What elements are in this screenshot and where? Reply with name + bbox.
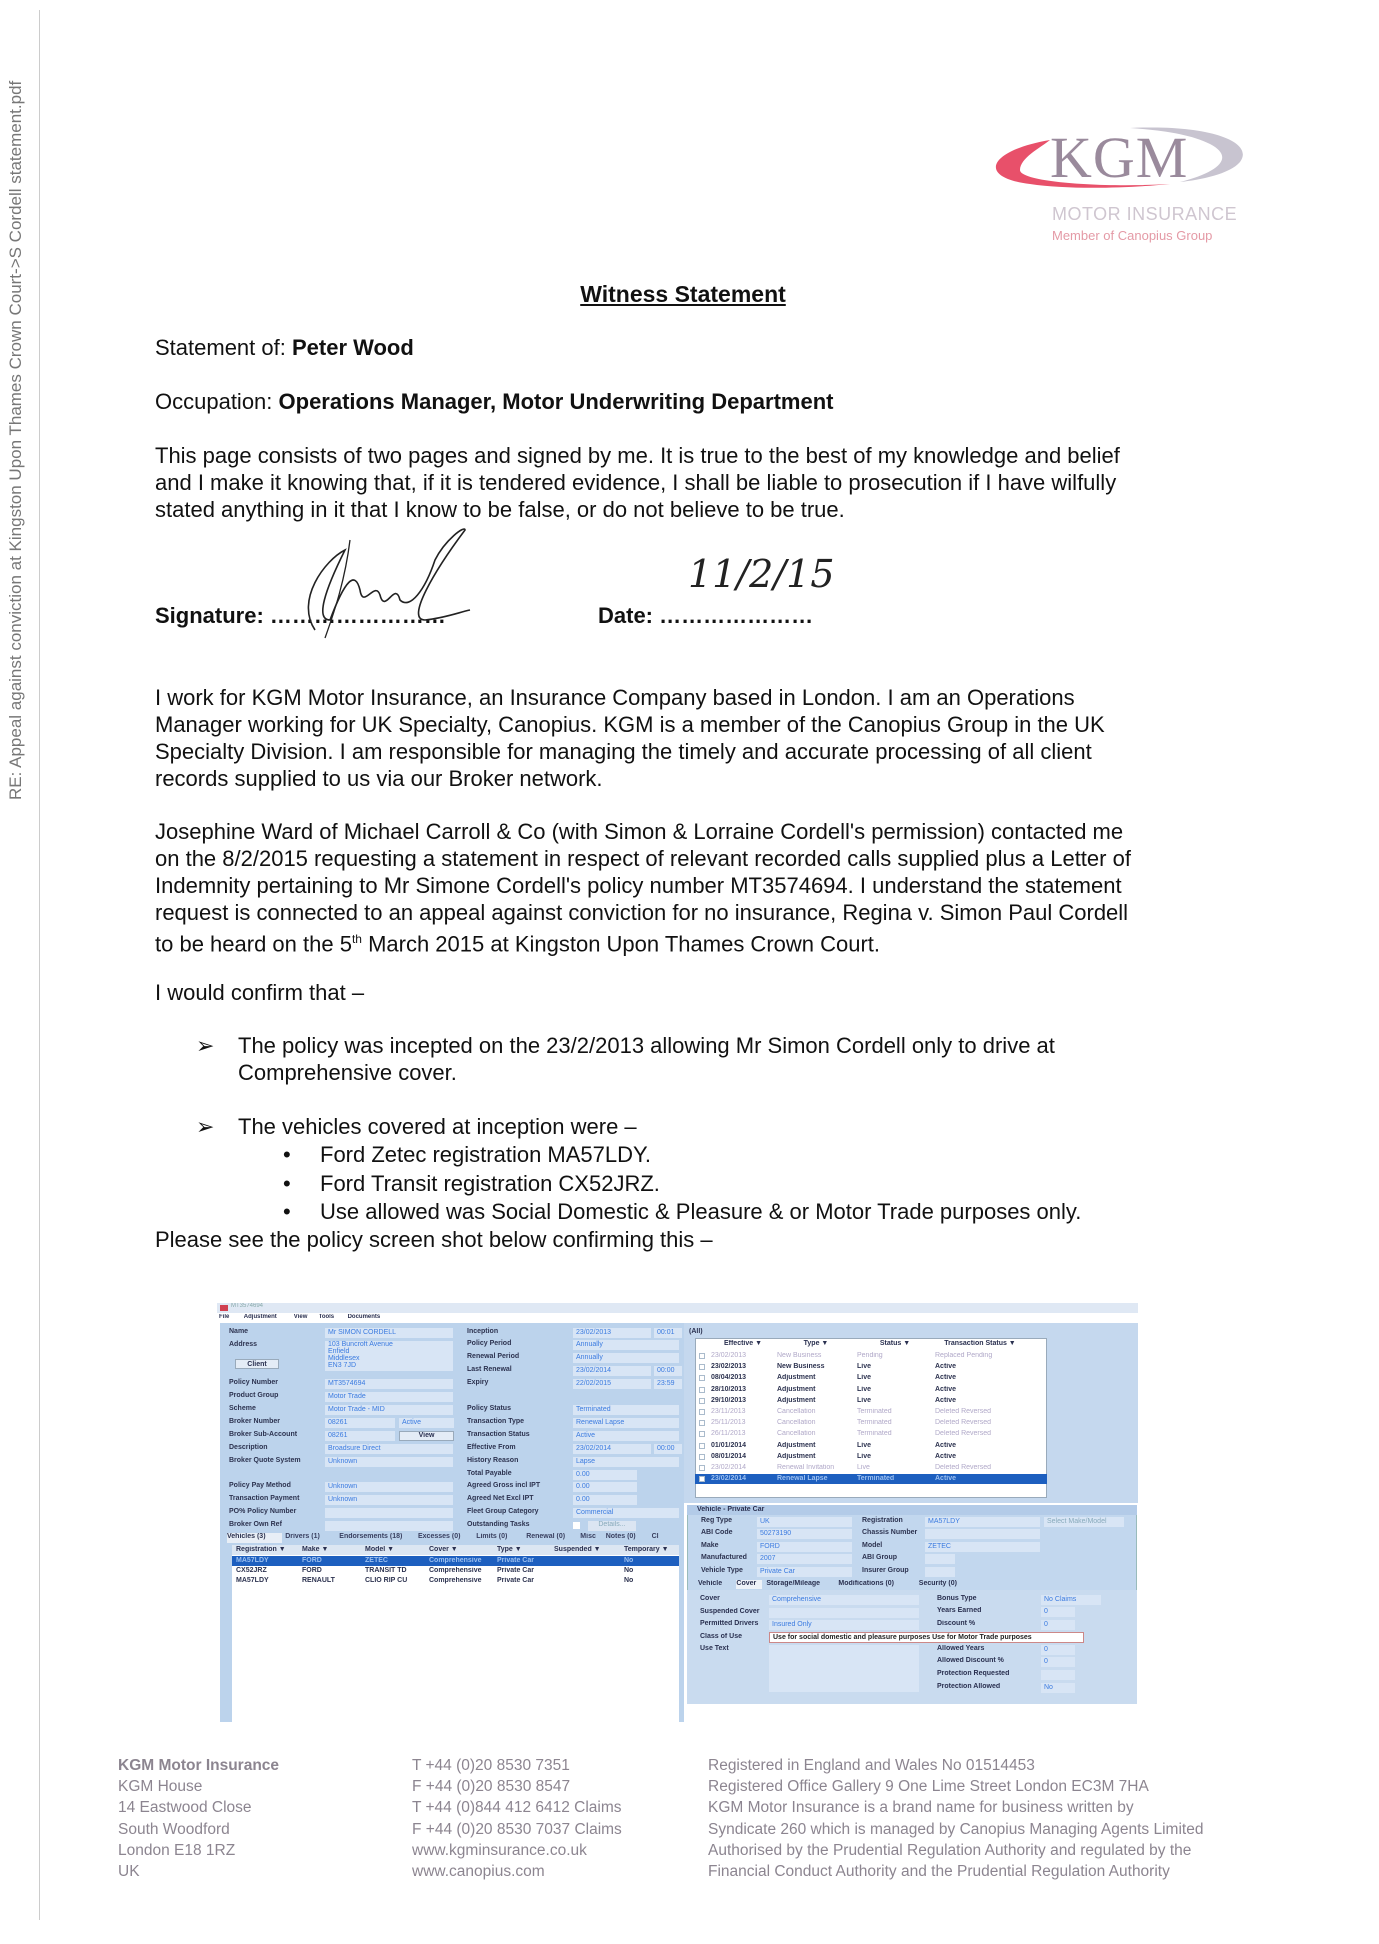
field-label: Description (229, 1444, 268, 1451)
line: Comprehensive cover. (238, 1060, 457, 1085)
line: KGM Motor Insurance is a brand name for business written by (708, 1799, 1134, 1817)
column-header[interactable]: Model ▼ (365, 1546, 395, 1553)
vehicle-tab[interactable]: Storage/Mileage (766, 1580, 821, 1587)
field-label: ABI Group (862, 1554, 897, 1562)
row-checkbox[interactable] (699, 1375, 705, 1381)
table-cell: Deleted Reversed (935, 1430, 992, 1438)
line: London E18 1RZ (118, 1841, 236, 1859)
table-cell: Private Car (497, 1577, 534, 1584)
label: Occupation: (155, 389, 279, 414)
field-last-renewal[interactable]: 23/02/2014 (573, 1366, 651, 1376)
field-label: Allowed Discount % (937, 1657, 1004, 1664)
table-cell: Replaced Pending (935, 1352, 993, 1359)
row-checkbox[interactable] (699, 1409, 705, 1415)
field-inception[interactable]: 23/02/2013 (573, 1328, 651, 1338)
table-cell: Adjustment (777, 1396, 816, 1404)
text: March 2015 at Kingston Upon Thames Crown Court. (361, 931, 881, 957)
table-cell: Comprehensive (429, 1567, 482, 1574)
field-label: Use Text (700, 1645, 729, 1653)
table-cell: CLIO RIP CU (365, 1577, 408, 1584)
screenshot-intro: Please see the policy screen shot below confirming this – (155, 1227, 713, 1252)
table-cell: Deleted Reversed (935, 1419, 992, 1427)
field-label: Cover (700, 1595, 720, 1602)
policy-screenshot (217, 1303, 1138, 1722)
dot-bullet-icon: • (283, 1199, 291, 1224)
table-cell: Terminated (857, 1430, 892, 1438)
field-policy-status[interactable]: Terminated (573, 1405, 679, 1415)
tab-excesses-[interactable]: Excesses (0) (418, 1533, 461, 1540)
table-cell: FORD (302, 1567, 322, 1574)
field-total-payable[interactable]: 0.00 (573, 1470, 637, 1480)
bullet-vehicles: The vehicles covered at inception were – (238, 1114, 637, 1139)
table-cell: Live (857, 1396, 872, 1404)
tab-cl[interactable]: Cl (651, 1533, 659, 1540)
vehicle-field[interactable] (925, 1529, 1040, 1539)
table-cell: 23/02/2013 (711, 1363, 747, 1371)
footer-address (118, 1755, 279, 1882)
field-name[interactable]: Mr SIMON CORDELL (325, 1328, 453, 1338)
field-label: History Reason (467, 1457, 519, 1464)
cover-field[interactable]: No (1041, 1683, 1075, 1693)
field-label: Transaction Status (467, 1431, 530, 1438)
line: Financial Conduct Authority and the Prudential Regulation Authority (708, 1863, 1170, 1881)
cover-field[interactable]: 0 (1041, 1657, 1075, 1667)
line: Indemnity pertaining to Mr Simone Cordell's policy number MT3574694. I understand the statement (155, 873, 1122, 898)
field-label: Agreed Gross incl IPT (467, 1482, 541, 1489)
field-scheme[interactable]: Motor Trade - MID (325, 1405, 453, 1415)
cover-field[interactable]: 0 (1041, 1607, 1075, 1617)
time-field[interactable]: 00:00 (654, 1444, 682, 1454)
dot-bullet-icon: • (283, 1142, 291, 1167)
declaration (155, 442, 1120, 523)
line: Specialty Division. I am responsible for managing the timely and accurate processing of all client (155, 739, 1092, 764)
field-label: Policy Status (467, 1405, 511, 1412)
field-label: Address (229, 1341, 258, 1348)
line: and I make it knowing that, if it is tendered evidence, I shall be liable to prosecution if I have wilfully (155, 470, 1117, 495)
line: Syndicate 260 which is managed by Canopius Managing Agents Limited (708, 1820, 1204, 1838)
line: Registered in England and Wales No 01514453 (708, 1757, 1035, 1774)
column-header[interactable]: Temporary ▼ (624, 1546, 669, 1553)
line: request is connected to an appeal against conviction for no insurance, Regina v. Simon Paul Cordell (155, 900, 1129, 925)
field-renewal-period[interactable]: Annually (573, 1353, 679, 1363)
field-fleet-group-category[interactable]: Commercial (573, 1508, 679, 1518)
field-label: Effective From (467, 1444, 516, 1451)
line: 14 Eastwood Close (118, 1799, 252, 1817)
footer-legal (708, 1755, 1203, 1882)
menu-item[interactable]: Tools (318, 1314, 335, 1320)
table-cell: 23/02/2014 (711, 1475, 747, 1483)
table-cell: Adjustment (777, 1385, 816, 1393)
field-broker-sub-account[interactable]: 08261 (325, 1431, 395, 1441)
column-header[interactable]: Registration ▼ (236, 1546, 286, 1553)
table-cell: New Business (777, 1363, 825, 1371)
paragraph-employment (155, 684, 1105, 792)
row-checkbox[interactable] (699, 1364, 705, 1370)
column-header[interactable]: Effective ▼ (723, 1340, 763, 1347)
field-label: Fleet Group Category (467, 1508, 539, 1515)
logo-member: Member of Canopius Group (1052, 228, 1213, 243)
field-label: Broker Quote System (229, 1457, 301, 1464)
table-cell: 08/04/2013 (711, 1374, 747, 1382)
field-label: Protection Requested (937, 1670, 1010, 1677)
title-bar (217, 1303, 1138, 1313)
column-header[interactable]: Type ▼ (497, 1546, 522, 1553)
witness-name: Peter Wood (291, 335, 414, 360)
field-label: Make (701, 1541, 719, 1549)
row-checkbox[interactable] (699, 1454, 705, 1460)
table-cell: 23/02/2014 (711, 1464, 747, 1471)
tab-vehicles-[interactable]: Vehicles (3) (227, 1533, 282, 1543)
field-label: Transaction Payment (229, 1495, 300, 1502)
table-cell (554, 1557, 608, 1566)
tab-limits-[interactable]: Limits (0) (476, 1533, 508, 1540)
cover-field[interactable]: Comprehensive (769, 1595, 919, 1605)
dot-bullet-icon: • (283, 1171, 291, 1196)
line: UK (118, 1863, 140, 1881)
sub-bullet: Ford Zetec registration MA57LDY. (320, 1142, 651, 1167)
time-field[interactable]: 00:00 (654, 1366, 682, 1376)
claims-phone: T +44 (0)844 412 6412 Claims (412, 1799, 622, 1817)
window-title: MT3574694 (231, 1303, 264, 1309)
table-cell: No (624, 1567, 634, 1574)
select-make-model[interactable]: Select Make/Model (1044, 1517, 1124, 1527)
column-header[interactable]: Suspended ▼ (554, 1546, 601, 1553)
field-label: Bonus Type (937, 1595, 977, 1602)
field-policy-period[interactable]: Annually (573, 1340, 679, 1350)
field-label: Discount % (937, 1620, 976, 1627)
field-label: Outstanding Tasks (467, 1521, 530, 1528)
field-label: Suspended Cover (700, 1607, 760, 1615)
field-label: ABI Code (701, 1529, 733, 1537)
tab-renewal-[interactable]: Renewal (0) (526, 1533, 566, 1540)
field-label: Total Payable (467, 1470, 512, 1477)
line: Manager working for UK Specialty, Canopius. KGM is a member of the Canopius Group in the UK (155, 712, 1105, 737)
line: This page consists of two pages and signed by me. It is true to the best of my knowledge and belief (155, 443, 1120, 468)
class-of-use-field[interactable]: Use for social domestic and pleasure purposes Use for Motor Trade purposes (769, 1632, 1084, 1643)
table-cell: 28/10/2013 (711, 1385, 747, 1393)
line: South Woodford (118, 1820, 230, 1838)
row-checkbox[interactable] (699, 1398, 705, 1404)
superscript: th (351, 932, 362, 946)
line: KGM House (118, 1778, 203, 1796)
table-cell: Active (935, 1452, 957, 1460)
field-policy-pay-method[interactable]: Unknown (325, 1482, 453, 1492)
dots: …………………… (269, 603, 446, 628)
menu-item[interactable]: View (293, 1314, 308, 1320)
menu-item[interactable]: Adjustment (243, 1314, 277, 1320)
arrow-bullet-icon: ➢ (196, 1114, 215, 1139)
line (155, 926, 1131, 957)
table-cell: Cancellation (777, 1408, 816, 1415)
table-cell: Deleted Reversed (935, 1408, 992, 1415)
table-cell: Adjustment (777, 1374, 816, 1382)
vehicle-title: Vehicle - Private Car (697, 1506, 765, 1513)
vehicle-field[interactable]: UK (757, 1517, 852, 1527)
label: Statement of: (155, 335, 292, 360)
table-cell: Private Car (497, 1557, 534, 1564)
vehicle-tab[interactable]: Modifications (0) (838, 1580, 895, 1587)
table-cell: MA57LDY (236, 1557, 269, 1564)
vehicle-field[interactable]: 2007 (757, 1554, 852, 1564)
tab-misc[interactable]: Misc (580, 1533, 596, 1540)
field-label: PO% Policy Number (229, 1508, 297, 1515)
field-label: Policy Pay Method (229, 1482, 291, 1489)
tab-drivers-[interactable]: Drivers (1) (285, 1533, 320, 1540)
field-label: Protection Allowed (937, 1683, 1001, 1690)
field-label: Reg Type (701, 1517, 732, 1524)
field-label: Agreed Net Excl IPT (467, 1495, 534, 1502)
table-cell: Terminated (857, 1475, 895, 1483)
field-label: Years Earned (937, 1607, 982, 1614)
occupation (155, 388, 833, 415)
table-cell: 23/02/2013 (711, 1352, 747, 1359)
paragraph-request (155, 818, 1131, 957)
table-cell: New Business (777, 1352, 822, 1359)
cover-field[interactable]: 0 (1041, 1645, 1075, 1655)
menu-item[interactable]: Documents (347, 1314, 381, 1320)
table-cell: ZETEC (365, 1557, 388, 1564)
field-label: Manufactured (701, 1554, 747, 1562)
table-cell: Renewal Invitation (777, 1464, 835, 1471)
table-cell: FORD (302, 1557, 322, 1564)
field-label: Policy Number (229, 1379, 279, 1386)
footer-contact (412, 1755, 622, 1882)
cover-field[interactable]: 0 (1041, 1620, 1075, 1630)
table-cell: MA57LDY (236, 1577, 269, 1584)
statement-of (155, 334, 414, 361)
field-label: Chassis Number (862, 1529, 918, 1537)
use-text-area[interactable] (769, 1645, 919, 1692)
label: Signature: (155, 603, 270, 628)
line: on the 8/2/2015 requesting a statement in respect of relevant recorded calls supplied plus a Letter of (155, 846, 1131, 871)
field-label: Broker Own Ref (229, 1521, 282, 1528)
column-header[interactable]: Status ▼ (879, 1340, 911, 1347)
outstanding-checkbox[interactable] (573, 1522, 580, 1529)
tab-endorsements-[interactable]: Endorsements (18) (339, 1533, 403, 1540)
table-cell: Comprehensive (429, 1557, 482, 1564)
company-name: KGM Motor Insurance (118, 1757, 280, 1774)
cover-field[interactable]: No Claims (1041, 1595, 1101, 1605)
table-cell: Active (935, 1396, 957, 1404)
cover-field[interactable] (1041, 1670, 1075, 1680)
table-cell: 08/01/2014 (711, 1452, 747, 1460)
confirm-intro: I would confirm that – (155, 980, 365, 1005)
handwritten-signature (285, 520, 485, 640)
table-cell: Pending (857, 1352, 883, 1359)
field-description[interactable]: Broadsure Direct (325, 1444, 453, 1454)
field-label: Permitted Drivers (700, 1620, 759, 1628)
claims-fax: F +44 (0)20 8530 7037 Claims (412, 1820, 622, 1838)
sub-bullet: Ford Transit registration CX52JRZ. (320, 1171, 660, 1196)
field-label: Product Group (229, 1392, 279, 1399)
row-checkbox[interactable] (699, 1465, 705, 1471)
text: to be heard on the 5 (155, 931, 352, 957)
label: Date: (598, 603, 660, 628)
file-path-note: RE: Appeal against conviction at Kingston Upon Thames Crown Court->S Cordell statement.pdf (6, 80, 25, 800)
table-cell: Adjustment (777, 1452, 816, 1460)
table-cell: 23/11/2013 (711, 1408, 746, 1415)
table-cell: Cancellation (777, 1419, 816, 1427)
row-checkbox[interactable] (699, 1443, 705, 1449)
phone: T +44 (0)20 8530 7351 (412, 1757, 570, 1774)
vehicle-field[interactable]: MA57LDY (925, 1517, 1040, 1527)
vehicle-field[interactable]: ZETEC (925, 1542, 1040, 1552)
field-history-reason[interactable]: Lapse (573, 1457, 679, 1467)
table-cell: Adjustment (777, 1441, 816, 1449)
fax: F +44 (0)20 8530 8547 (412, 1778, 571, 1796)
dots: ………………… (659, 603, 814, 628)
field-transaction-status[interactable]: Active (573, 1431, 679, 1441)
table-cell: Active (935, 1374, 957, 1382)
website-link[interactable]: www.canopius.com (412, 1863, 545, 1881)
field-label: Allowed Years (937, 1645, 985, 1652)
column-header[interactable]: Type ▼ (803, 1340, 829, 1347)
table-cell: Renewal Lapse (777, 1475, 828, 1483)
table-cell: Live (857, 1385, 872, 1393)
field-policy-number[interactable]: MT3574694 (325, 1379, 453, 1389)
vehicle-tab[interactable]: Security (0) (918, 1580, 957, 1587)
line: Registered Office Gallery 9 One Lime Street London EC3M 7HA (708, 1778, 1149, 1796)
field-label: Broker Number (229, 1418, 280, 1425)
table-cell: 29/10/2013 (711, 1396, 747, 1404)
tab-notes-[interactable]: Notes (0) (605, 1533, 636, 1540)
table-cell (554, 1577, 608, 1586)
field-label: Broker Sub-Account (229, 1431, 298, 1438)
row-checkbox[interactable] (699, 1431, 705, 1437)
table-cell: Active (935, 1441, 957, 1449)
field-label: Inception (467, 1328, 499, 1335)
vehicle-field[interactable]: 50273190 (757, 1529, 852, 1539)
date-line (598, 602, 813, 629)
table-cell: RENAULT (302, 1577, 335, 1584)
table-cell: Active (935, 1385, 957, 1393)
row-checkbox[interactable] (699, 1476, 705, 1482)
table-cell: Terminated (857, 1419, 892, 1427)
details-button[interactable]: Details... (588, 1521, 636, 1531)
vehicle-field[interactable] (925, 1554, 955, 1564)
table-cell: CX52JRZ (236, 1567, 267, 1574)
table-cell: Active (935, 1363, 957, 1371)
line: Josephine Ward of Michael Carroll & Co (with Simon & Lorraine Cordell's permission) contacted me (155, 819, 1124, 844)
kgm-logo (980, 122, 1250, 252)
field-label: Last Renewal (467, 1366, 512, 1373)
vehicle-tab[interactable]: Cover (736, 1580, 762, 1589)
column-header[interactable]: Cover ▼ (429, 1546, 458, 1553)
broker-status: Active (399, 1418, 454, 1428)
field-label: Class of Use (700, 1632, 743, 1640)
table-cell: Live (857, 1363, 872, 1371)
row-checkbox[interactable] (699, 1387, 705, 1393)
bullet-inception (238, 1032, 1055, 1086)
line: Authorised by the Prudential Regulation Authority and regulated by the (708, 1841, 1192, 1859)
field-broker-number[interactable]: 08261 (325, 1418, 395, 1428)
field-effective-from[interactable]: 23/02/2014 (573, 1444, 651, 1454)
table-cell: Active (935, 1475, 957, 1483)
table-cell: 01/01/2014 (711, 1441, 747, 1449)
field-label: Expiry (467, 1379, 489, 1386)
menu-item[interactable]: File (219, 1314, 230, 1320)
line: I work for KGM Motor Insurance, an Insurance Company based in London. I am an Operations (155, 685, 1075, 710)
table-cell: 25/11/2013 (711, 1419, 746, 1427)
time-field[interactable]: 23:59 (654, 1379, 682, 1389)
vehicle-field[interactable]: FORD (757, 1542, 852, 1552)
table-cell: Private Car (497, 1567, 534, 1574)
vehicle-field[interactable]: Private Car (757, 1567, 852, 1577)
table-cell: Live (857, 1441, 872, 1449)
field-agreed-gross-incl-ipt[interactable]: 0.00 (573, 1482, 637, 1492)
table-cell: TRANSIT TD (365, 1567, 407, 1574)
field-expiry[interactable]: 22/02/2015 (573, 1379, 651, 1389)
cover-field[interactable] (769, 1608, 919, 1618)
field-label: Policy Period (467, 1340, 512, 1347)
field-label: Registration (862, 1517, 903, 1524)
history-filter[interactable]: (All) (689, 1328, 703, 1335)
field-broker-own-ref[interactable] (325, 1521, 453, 1531)
field-label: Insurer Group (862, 1566, 909, 1574)
table-cell: 26/11/2013 (711, 1430, 746, 1438)
table-cell: No (624, 1557, 634, 1564)
field-label: Scheme (229, 1405, 256, 1412)
table-cell: Cancellation (777, 1430, 816, 1438)
page-title: Witness Statement (580, 281, 786, 307)
table-cell: Live (857, 1452, 872, 1460)
field-agreed-net-excl-ipt[interactable]: 0.00 (573, 1495, 637, 1505)
field-label: Vehicle Type (701, 1566, 743, 1574)
table-cell: Comprehensive (429, 1577, 482, 1584)
vehicle-tab[interactable]: Vehicle (698, 1580, 723, 1587)
table-cell: Live (857, 1464, 870, 1471)
sub-bullet: Use allowed was Social Domestic & Pleasure & or Motor Trade purposes only. (320, 1199, 1082, 1224)
table-cell: No (624, 1577, 634, 1584)
field-address[interactable]: 103 Buncroft Avenue Enfield Middlesex EN3 7JD (325, 1341, 453, 1371)
line: records supplied to us via our Broker network. (155, 766, 603, 791)
field-label: Renewal Period (467, 1353, 520, 1360)
line: stated anything in it that I know to be false, or do not believe to be true. (155, 497, 845, 522)
row-checkbox[interactable] (699, 1420, 705, 1426)
field-po-policy-number[interactable] (325, 1508, 453, 1518)
vehicle-field[interactable] (925, 1567, 955, 1577)
arrow-bullet-icon: ➢ (196, 1033, 215, 1058)
field-transaction-payment[interactable]: Unknown (325, 1495, 453, 1505)
handwritten-date: 11/2/15 (688, 552, 835, 596)
table-cell: Deleted Reversed (935, 1464, 992, 1471)
row-checkbox[interactable] (699, 1353, 705, 1359)
logo-text: KGM (1050, 125, 1189, 190)
field-product-group[interactable]: Motor Trade (325, 1392, 453, 1402)
cover-field[interactable]: Insured Only (769, 1620, 919, 1630)
view-button[interactable]: View (399, 1431, 454, 1441)
time-field[interactable]: 00:01 (654, 1328, 682, 1338)
field-label: Model (862, 1541, 883, 1549)
app-icon (220, 1305, 228, 1311)
field-transaction-type[interactable]: Renewal Lapse (573, 1418, 679, 1428)
table-cell: Terminated (857, 1408, 892, 1415)
line: The policy was incepted on the 23/2/2013 allowing Mr Simon Cordell only to drive at (238, 1033, 1055, 1058)
website-link[interactable]: www.kgminsurance.co.uk (412, 1841, 587, 1859)
field-label: Name (229, 1328, 249, 1335)
occupation-value: Operations Manager, Motor Underwriting Department (278, 389, 834, 414)
field-broker-quote-system[interactable]: Unknown (325, 1457, 453, 1467)
table-cell (554, 1567, 608, 1576)
logo-tagline: MOTOR INSURANCE (1052, 204, 1238, 224)
client-button[interactable]: Client (235, 1359, 279, 1369)
column-header[interactable]: Make ▼ (302, 1546, 329, 1553)
column-header[interactable]: Transaction Status ▼ (944, 1340, 1016, 1347)
table-cell: Live (857, 1374, 872, 1382)
field-label: Transaction Type (467, 1418, 525, 1425)
